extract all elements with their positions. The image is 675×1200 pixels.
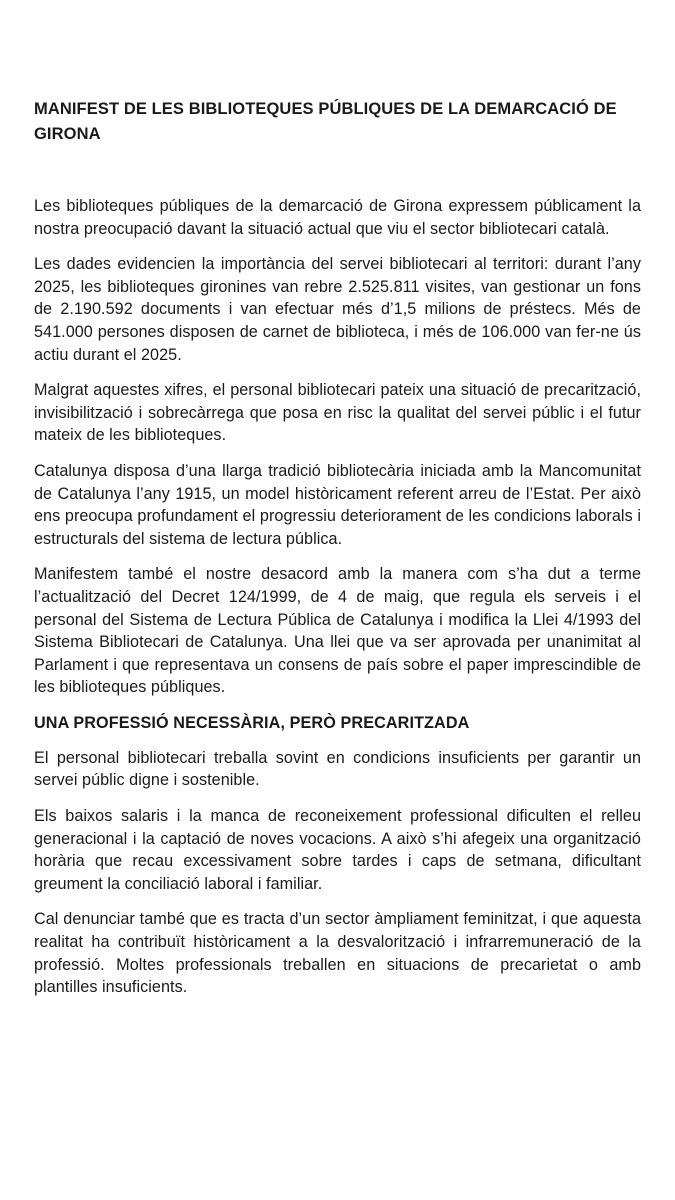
section-heading: UNA PROFESSIÓ NECESSÀRIA, PERÒ PRECARITZADA xyxy=(34,713,470,732)
paragraph-intro-5: Manifestem també el nostre desacord amb la manera com s’ha dut a terme l’actualització del Decret 124/1999, de 4 de maig, que regula els serveis i el personal del Sistema de Lectura Pública de Catalunya i modifica la Llei 4/1993 del Sistema Bibliotecari de Catalunya. Una llei que va ser aprovada per unanimitat al Parlament i que representava un consens de país sobre el paper imprescindible de les biblioteques públiques. xyxy=(34,565,641,697)
paragraph-intro-4: Catalunya disposa d’una llarga tradició bibliotecària iniciada amb la Mancomunitat de Catalunya l’any 1915, un model històricament referent arreu de l’Estat. Per això ens preocupa profundament el progressiu deteriorament de les condicions laborals i estructurals del sistema de lectura pública. xyxy=(34,461,641,548)
paragraph-section-2: Els baixos salaris i la manca de reconeixement professional dificulten el relleu generacional i la captació de noves vocacions. A això s’hi afegeix una organització horària que recau excessivament sobre tardes i caps de setmana, dificultant greument la conciliació laboral i familiar. xyxy=(34,807,641,893)
paragraph-intro-1: Les biblioteques públiques de la demarcació de Girona expressem públicament la nostra preocupació davant la situació actual que viu el sector bibliotecari català. xyxy=(34,197,641,238)
paragraph-intro-3: Malgrat aquestes xifres, el personal bibliotecari pateix una situació de precarització, invisibilització i sobrecàrrega que posa en risc la qualitat del servei públic i el futur mateix de les biblioteques. xyxy=(34,381,641,445)
paragraph-intro-2: Les dades evidencien la importància del servei bibliotecari al territori: durant l’any 2025, les biblioteques gironines van rebre 2.525.811 visites, van gestionar un fons de 2.190.592 documents i van efectuar més d’1,5 milions de préstecs. Més de 541.000 persones disposen de carnet de biblioteca, i més de 106.000 van fer-ne ús actiu durant el 2025. xyxy=(34,255,641,364)
paragraph-section-1: El personal bibliotecari treballa sovint en condicions insuficients per garantir un servei públic digne i sostenible. xyxy=(34,748,641,790)
paragraph-section-3: Cal denunciar també que es tracta d’un sector àmpliament feminitzat, i que aquesta realitat ha contribuït històricament a la desvalorització i infrarremuneració de la professió. Moltes professionals treballen en situacions de precarietat o amb plantilles insuficients. xyxy=(34,910,641,997)
document-title: MANIFEST DE LES BIBLIOTEQUES PÚBLIQUES DE LA DEMARCACIÓ DE GIRONA xyxy=(34,100,617,143)
